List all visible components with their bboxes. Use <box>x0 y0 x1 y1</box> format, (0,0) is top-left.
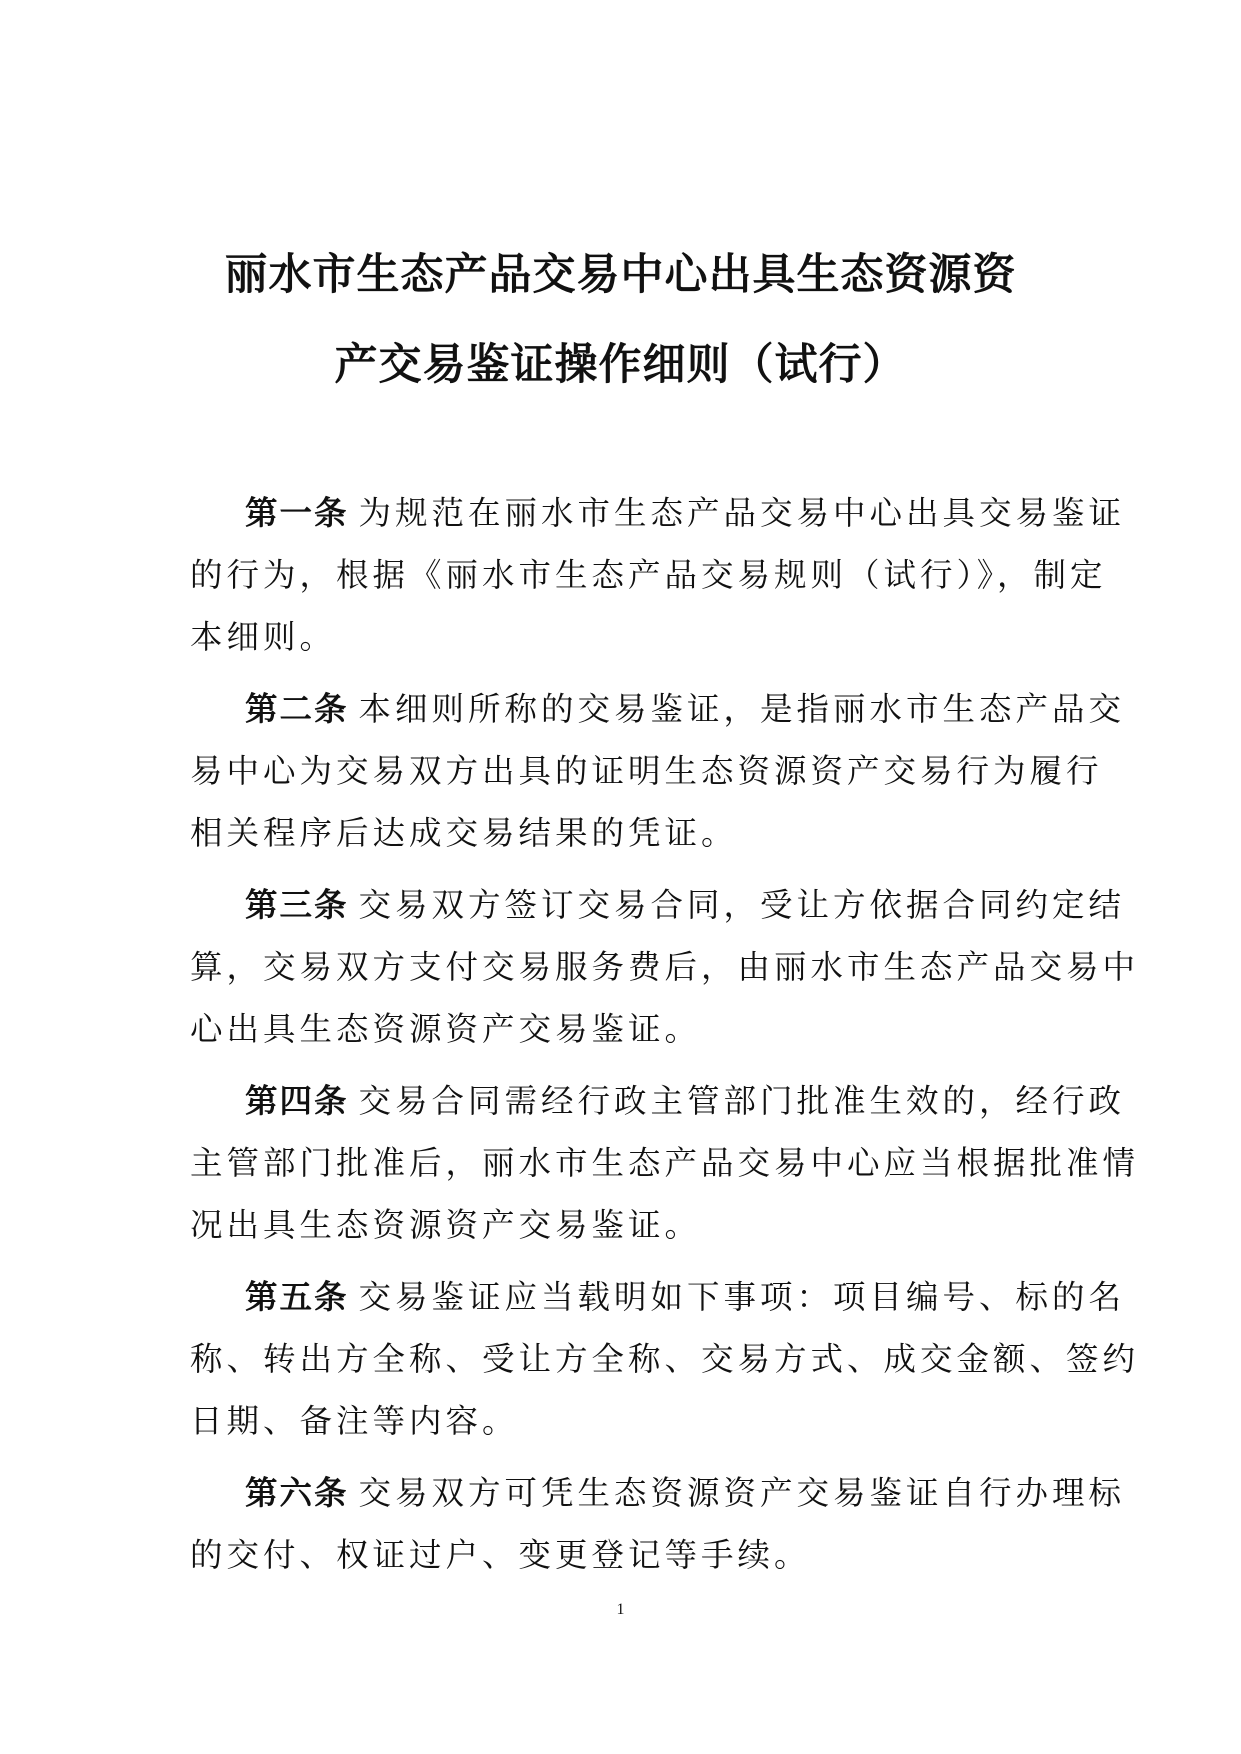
article-text: 交易双方签订交易合同，受让方依据合同约定结 <box>358 886 1126 924</box>
article-label: 第四条 <box>245 1082 349 1120</box>
page-number: 1 <box>616 1601 625 1618</box>
article-line <box>190 678 1126 740</box>
article-line: 易中心为交易双方出具的证明生态资源资产交易行为履行 <box>190 752 1103 790</box>
article-line <box>190 482 1126 544</box>
article-line: 日期、备注等内容。 <box>190 1402 519 1440</box>
article-line: 本细则。 <box>190 618 337 656</box>
article-line <box>190 1462 1126 1524</box>
article-text: 交易双方可凭生态资源资产交易鉴证自行办理标 <box>358 1474 1126 1512</box>
article-line <box>190 1266 1126 1328</box>
article-line: 算，交易双方支付交易服务费后，由丽水市生态产品交易中 <box>190 948 1140 986</box>
article-text: 交易合同需经行政主管部门批准生效的，经行政 <box>358 1082 1126 1120</box>
article-line: 的行为，根据《丽水市生态产品交易规则（试行）》，制定 <box>190 556 1107 594</box>
article-5 <box>190 1266 1140 1452</box>
article-text: 为规范在丽水市生态产品交易中心出具交易鉴证 <box>358 494 1126 532</box>
article-1 <box>190 482 1126 668</box>
document-body <box>190 482 1140 1596</box>
article-label: 第六条 <box>245 1474 349 1512</box>
article-line: 相关程序后达成交易结果的凭证。 <box>190 814 738 852</box>
article-line <box>190 874 1126 936</box>
article-line: 主管部门批准后，丽水市生态产品交易中心应当根据批准情 <box>190 1144 1140 1182</box>
article-line: 称、转出方全称、受让方全称、交易方式、成交金额、签约 <box>190 1340 1140 1378</box>
article-label: 第五条 <box>245 1278 349 1316</box>
document-title <box>150 230 1091 410</box>
article-line: 况出具生态资源资产交易鉴证。 <box>190 1206 702 1244</box>
article-line: 的交付、权证过户、变更登记等手续。 <box>190 1536 811 1574</box>
article-6 <box>190 1462 1126 1586</box>
title-line-2: 产交易鉴证操作细则（试行） <box>334 340 907 390</box>
title-line-1: 丽水市生态产品交易中心出具生态资源资 <box>224 250 1017 300</box>
article-line: 心出具生态资源资产交易鉴证。 <box>190 1010 702 1048</box>
article-label: 第三条 <box>245 886 349 924</box>
article-4 <box>190 1070 1140 1256</box>
article-3 <box>190 874 1140 1060</box>
article-label: 第一条 <box>245 494 349 532</box>
article-text: 本细则所称的交易鉴证，是指丽水市生态产品交 <box>358 690 1126 728</box>
article-label: 第二条 <box>245 690 349 728</box>
article-2 <box>190 678 1126 864</box>
article-text: 交易鉴证应当载明如下事项：项目编号、标的名 <box>358 1278 1126 1316</box>
article-line <box>190 1070 1126 1132</box>
